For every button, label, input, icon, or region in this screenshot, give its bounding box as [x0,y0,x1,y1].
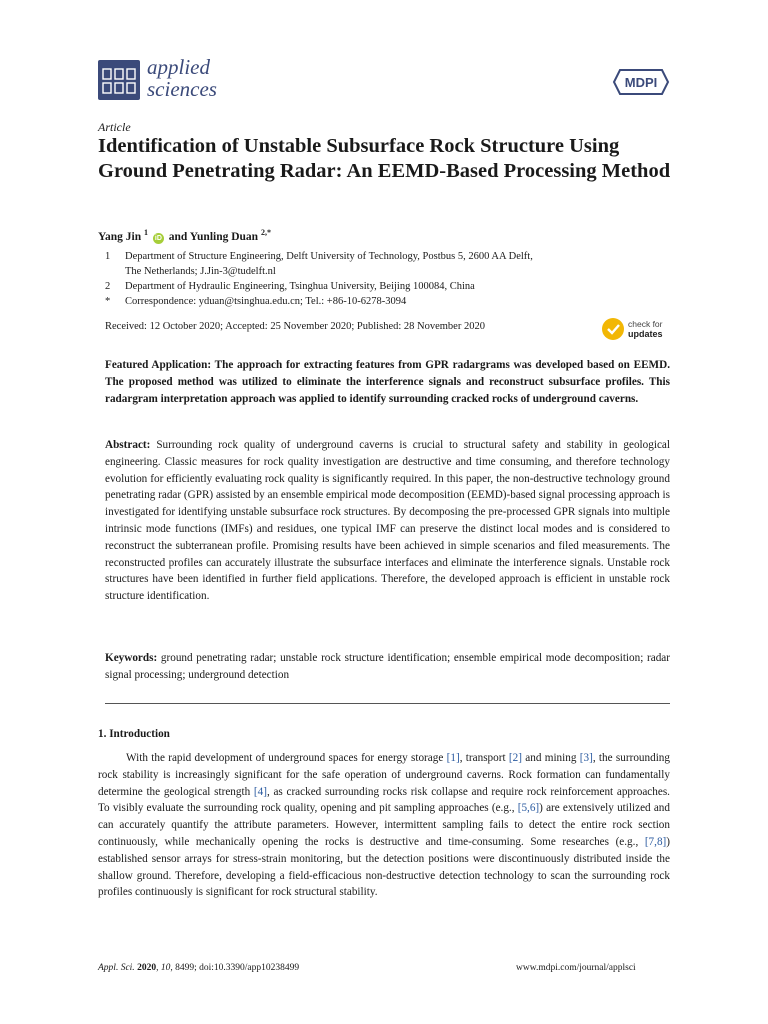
journal-name [147,56,217,100]
featured-application: Featured Application: The approach for extracting features from GPR radargrams was developed based on EEMD. The proposed method was utilized to eliminate the interference signals and reconstruct subsurface profiles. This radargram interpretation approach was applied to identify surrounding cracked rocks of underground caverns. [105,359,670,405]
publisher-logo [612,68,670,101]
check-for-updates-icon [600,316,672,344]
keywords-label: Keywords: [105,652,158,664]
introduction-paragraph [98,750,670,901]
publisher-name: MDPI [624,75,658,90]
journal-name-line1: applied [147,55,210,79]
affiliation-text: Department of Hydraulic Engineering, Tsinghua University, Beijing 100084, China [125,281,475,292]
journal-logo-icon [98,60,140,100]
citation-footer: Appl. Sci. 2020, 10, 8499; doi:10.3390/app10238499 [98,963,300,973]
mdpi-logo-icon [612,68,670,96]
author-affiliation-marker: 1 [144,228,149,237]
citation-link[interactable]: [1] [446,752,460,764]
section-heading: 1. Introduction [98,728,170,740]
intro-text: ) established sensor arrays for stress-strain monitoring, but the detection positions were discontinuously distributed inside the shallow ground. Therefore, developing a field-efficacious non-destructive detection technology to scan the surrounding rock profiles continuously is significant for rock structural stability. [98,835,670,899]
abstract-label: Abstract: [105,439,151,451]
affiliation-2 [105,279,475,294]
affiliation-1 [105,249,533,279]
check-for-updates-badge[interactable] [600,316,672,349]
citation-link[interactable]: [7,8] [644,835,667,848]
author-list [98,228,271,244]
correspondence [105,294,406,309]
affiliation-text: The Netherlands; J.Jin-3@tudelft.nl [125,266,276,277]
journal-url[interactable]: www.mdpi.com/journal/applsci [516,963,636,973]
author-affiliation-marker: 2,* [260,228,271,237]
journal-logo [98,60,140,100]
author-connector: and [168,230,188,243]
correspondence-text: Correspondence: yduan@tsinghua.edu.cn; Tel.: +86-10-6278-3094 [125,296,407,307]
citation-link[interactable]: [5,6] [517,802,540,815]
abstract [105,437,670,605]
orcid-icon[interactable]: iD [154,234,162,242]
intro-text: and mining [521,752,580,764]
intro-text: , as cracked surrounding rocks risk collapse and require rock reinforcement approaches. To visibly evaluate the surrounding rock quality, opening and pit sampling approaches (e.g., [98,785,670,815]
journal-abbreviation: Appl. Sci. [98,963,135,973]
journal-name-line2: sciences [147,77,217,101]
section-divider [105,703,670,704]
citation-link[interactable]: [2] [508,752,522,764]
affiliation-marker: * [105,296,111,307]
intro-text: , the surrounding rock stability is increasingly significant for the safe operation of underground caverns. Rock formation can fundamentally determine the geological strength [98,752,670,798]
publication-dates: Received: 12 October 2020; Accepted: 25 November 2020; Published: 28 November 2020 [105,321,485,332]
author-name[interactable]: Yunling Duan [189,230,259,243]
author-name[interactable]: Yang Jin [98,230,142,243]
citation-link[interactable]: [4] [253,785,267,798]
citation-link[interactable]: [3] [579,752,593,764]
intro-text: With the rapid development of underground spaces for energy storage [126,752,447,764]
check-for-updates-line1: check for [628,319,663,329]
keywords-text: ground penetrating radar; unstable rock structure identification; ensemble empirical mode decomposition; radar signal processing; underground detection [105,652,671,681]
abstract-text: Surrounding rock quality of underground caverns is crucial to structural safety and stability in geological engineering. Classic measures for rock quality investigation are destructive and time consuming, and therefore technology evolution for efficiently evaluating rock quality is significantly required. In this paper, the non-destructive technology ground penetrating radar (GPR) assisted by an ensemble empirical mode decomposition (EEMD)-based signal processing approach is investigated for identifying unstable subsurface rock structures. By decomposing the pre-processed GPR signals into multiple intrinsic mode functions (IMFs) and residues, one typical IMF can preserve the distinct local modes and is considered to reconstruct the subterranean profile. Promising results have been achieved in simple scenarios and filed measurements. The reconstructed profiles can accurately illustrate the subsurface interfaces and eliminate the interference signals. Unstable rock structures have been identified in further field applications. Therefore, the developed approach is efficient in unstable rock structure identification. [105,439,670,603]
footer-year: 2020 [137,963,157,973]
article-title: Identification of Unstable Subsurface Rock Structure Using Ground Penetrating Radar: An EEMD-Based Processing Method [98,135,671,182]
footer-volume: 10 [160,963,171,973]
affiliation-text: Department of Structure Engineering, Delft University of Technology, Postbus 5, 2600 AA Delft, [125,251,533,262]
footer-doi: , 8499; doi:10.3390/app10238499 [170,963,300,973]
article-type: Article [98,120,131,134]
check-for-updates-line2: updates [628,329,663,339]
keywords [105,650,670,684]
affiliation-marker: 1 [105,251,111,262]
intro-text: , transport [459,752,509,764]
affiliation-marker: 2 [105,281,111,292]
intro-text: ) are extensively utilized and can accurately quantify the attribute parameters. However, intermittent sampling fails to detect the entire rock section continuously, while mechanically opening the rocks is destructive and time-consuming. Some researches (e.g., [98,802,670,848]
